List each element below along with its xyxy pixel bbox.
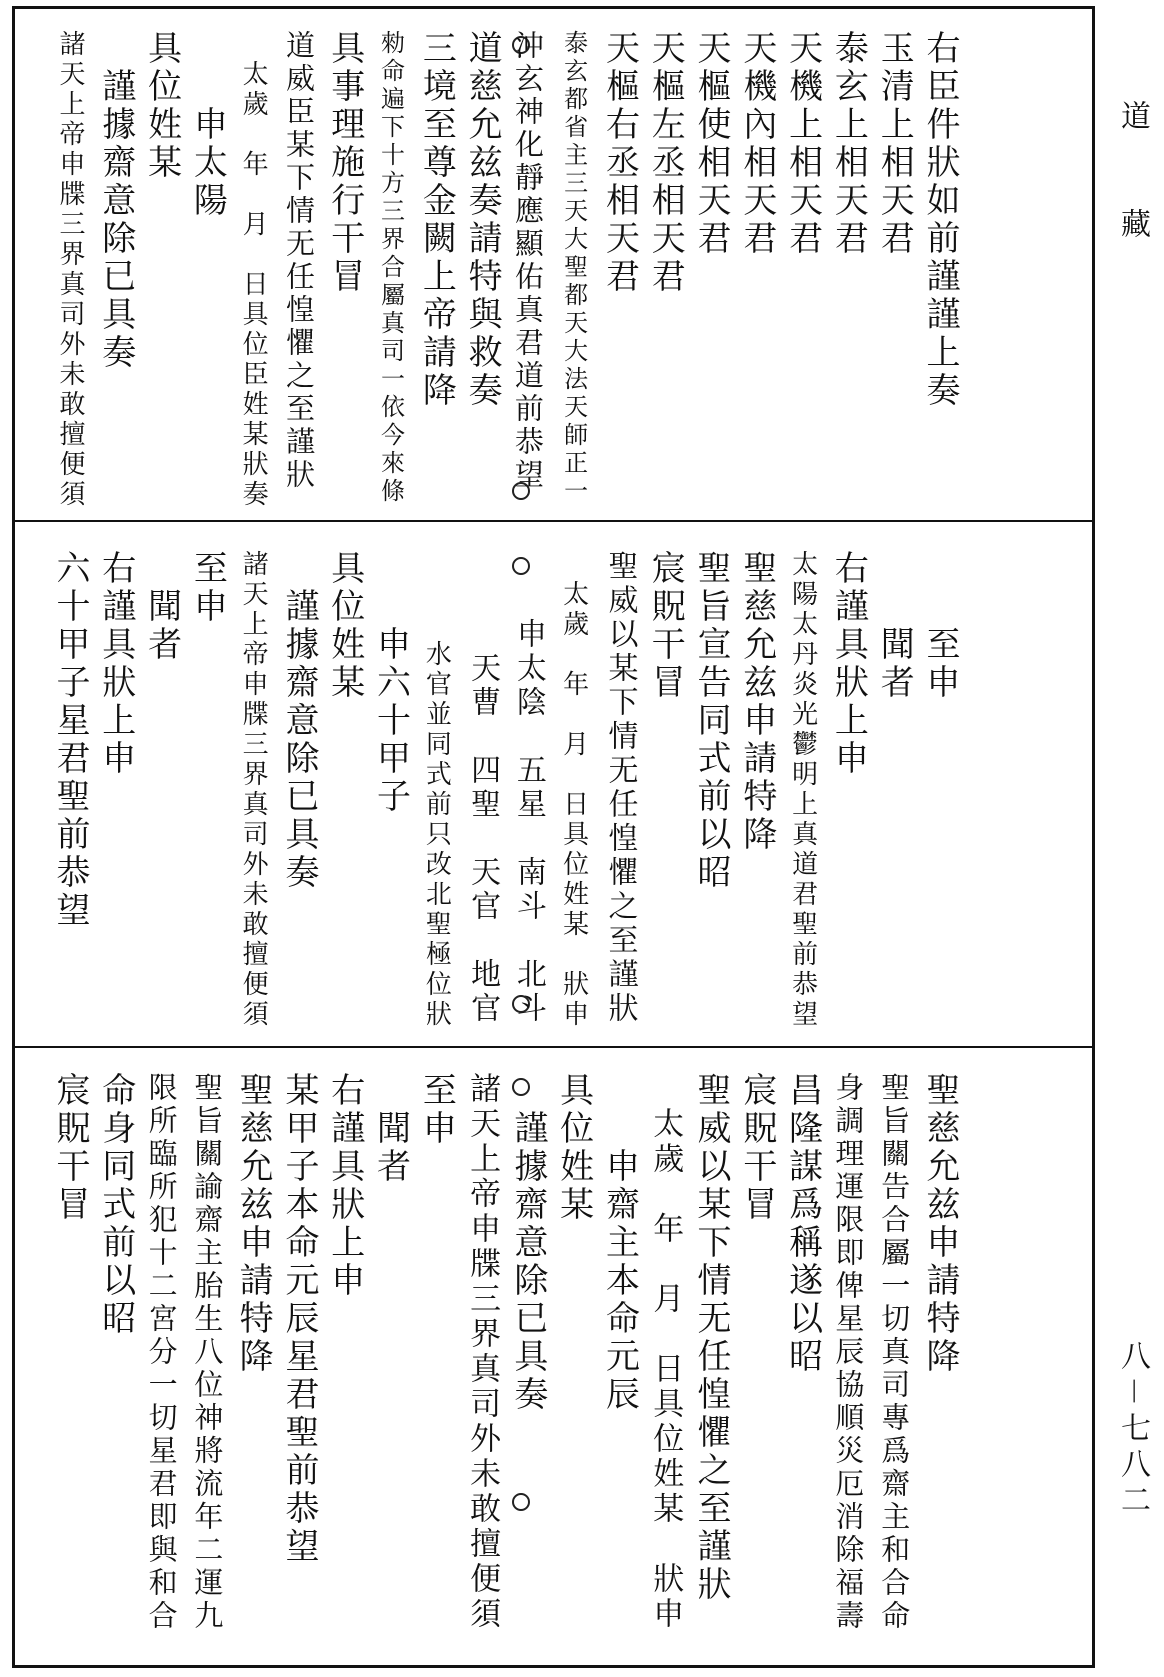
text-column: 太歲 年 月 日具位姓某 狀申	[647, 1072, 684, 1632]
text-column: 宸貺干冒	[50, 1072, 90, 1224]
text-column: 天樞使相天君	[691, 30, 732, 258]
text-column: 昌隆謀爲稱遂以昭	[782, 1072, 823, 1376]
text-column: 宸貺干冒	[736, 1072, 777, 1224]
text-column: 聖威以某下情无任惶懼之至謹狀	[602, 550, 638, 1026]
text-column: 道威臣某下情无任惶懼之至謹狀	[281, 30, 316, 492]
text-column: 天曹 四聖 天官 地官	[465, 550, 501, 1026]
text-column: 右臣件狀如前謹謹上奏	[920, 30, 960, 410]
text-column: 具事理施行干冒	[324, 30, 365, 296]
text-column: 聖旨關諭齋主胎生八位神將流年二運九	[190, 1072, 225, 1633]
text-column: 水官並同式前只改北聖極位狀	[421, 550, 452, 1030]
text-column: 太歲 年 月 日具位姓某 狀申	[558, 550, 589, 1030]
text-column: 聞者	[874, 550, 915, 702]
text-column: 謹據齋意除已具奏	[278, 550, 319, 892]
text-column: 具位姓某	[324, 550, 365, 702]
text-column: 申太陰 五星 南斗 北斗	[510, 550, 546, 1026]
text-column: 泰玄都省主三天大聖都天大法天師正一	[559, 30, 588, 506]
text-column: 命身同式前以昭	[95, 1072, 136, 1338]
text-column: 道慈允兹奏請特與救奏	[462, 30, 503, 410]
text-column: 至申	[187, 550, 228, 626]
text-column: 限所臨所犯十二宮分一切星君即與和合	[144, 1072, 179, 1633]
text-column: 身調理運限即俾星辰協順災厄消除福壽	[831, 1072, 866, 1633]
text-column: 至申	[416, 1072, 457, 1148]
text-column: 聖慈允兹申請特降	[736, 550, 777, 854]
book-title: 道 藏	[1115, 100, 1150, 244]
text-column: 泰玄上相天君	[828, 30, 869, 258]
text-column: 聖旨宣告同式前以昭	[691, 550, 732, 892]
text-column: 六十甲子星君聖前恭望	[50, 550, 90, 930]
text-column: 太歲 年 月 日具位臣姓某狀奏	[238, 30, 269, 510]
text-column: 聞者	[370, 1072, 411, 1186]
text-column: 具位姓某	[553, 1072, 594, 1224]
text-column: 申齋主本命元辰	[599, 1072, 640, 1414]
page-number: 八－七八二	[1115, 1340, 1150, 1520]
text-column: 天樞左丞相天君	[645, 30, 686, 296]
text-column: 聖旨關告合屬一切真司專爲齋主和合命	[877, 1072, 912, 1633]
text-column: 申六十甲子	[370, 550, 411, 816]
text-column: 聖威以某下情无任惶懼之至謹狀	[691, 1072, 732, 1604]
panel-divider	[12, 1046, 1095, 1048]
circle-mark	[512, 1493, 530, 1511]
text-column: 天樞右丞相天君	[599, 30, 640, 296]
text-column: 某甲子本命元辰星君聖前恭望	[278, 1072, 319, 1566]
text-column: 聖慈允兹申請特降	[233, 1072, 274, 1376]
text-column: 諸天上帝申牒三界真司外未敢擅便須	[55, 30, 85, 510]
text-column: 勑命遍下十方三界合屬真司一依今來條	[376, 30, 405, 506]
text-column: 太陽太丹炎光鬱明上真道君聖前恭望	[787, 550, 818, 1030]
text-column: 右謹具狀上申	[828, 550, 869, 778]
text-column: 具位姓某	[141, 30, 182, 182]
text-column: 至申	[920, 550, 960, 702]
text-column: 聞者	[141, 550, 182, 664]
text-column: 右謹具狀上申	[324, 1072, 365, 1300]
text-column: 謹據齋意除已具奏	[507, 1072, 548, 1414]
panel-divider	[12, 520, 1095, 522]
text-column: 天機內相天君	[736, 30, 777, 258]
text-column: 三境至尊金闕上帝請降	[416, 30, 457, 410]
text-column: 謹據齋意除已具奏	[95, 30, 136, 372]
text-column: 右謹具狀上申	[95, 550, 136, 778]
text-column: 宸貺干冒	[645, 550, 686, 702]
text-column: 諸天上帝申牒三界真司外未敢擅便須	[238, 550, 269, 1030]
text-column: 沖玄神化靜應顯佑真君道前恭望	[510, 30, 545, 492]
text-column: 申太陽	[187, 30, 228, 220]
text-column: 諸天上帝申牒三界真司外未敢擅便須	[464, 1072, 501, 1632]
text-column: 聖慈允兹申請特降	[920, 1072, 960, 1376]
text-column: 天機上相天君	[782, 30, 823, 258]
text-column: 玉清上相天君	[874, 30, 915, 258]
